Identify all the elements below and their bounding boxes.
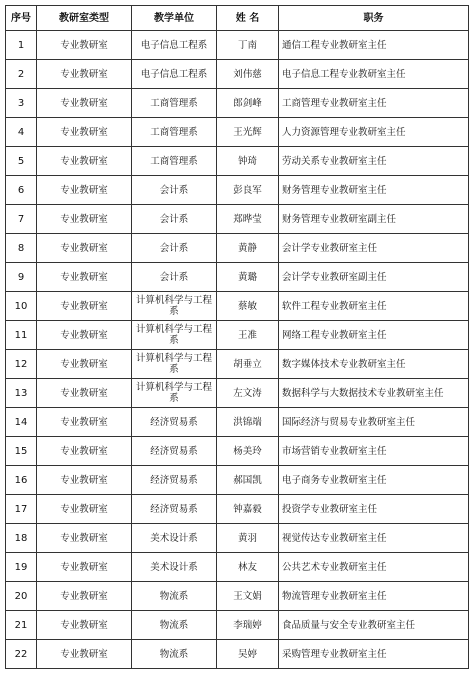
cell-title: 数据科学与大数据技术专业教研室主任 [279, 379, 469, 408]
cell-unit: 计算机科学与工程系 [132, 292, 217, 321]
table-header [6, 6, 469, 31]
cell-name: 黄静 [217, 234, 279, 263]
cell-no: 22 [6, 640, 37, 669]
table-row [6, 582, 469, 611]
cell-title: 投资学专业教研室主任 [279, 495, 469, 524]
cell-no: 21 [6, 611, 37, 640]
table-row [6, 553, 469, 582]
cell-unit: 工商管理系 [132, 89, 217, 118]
cell-title: 物流管理专业教研室主任 [279, 582, 469, 611]
cell-type: 专业教研室 [37, 118, 132, 147]
cell-name: 郝国凯 [217, 466, 279, 495]
staff-table [5, 5, 469, 669]
table-row [6, 263, 469, 292]
cell-type: 专业教研室 [37, 89, 132, 118]
cell-no: 4 [6, 118, 37, 147]
cell-name: 王光辉 [217, 118, 279, 147]
cell-no: 19 [6, 553, 37, 582]
cell-type: 专业教研室 [37, 31, 132, 60]
cell-name: 王文娟 [217, 582, 279, 611]
cell-unit: 会计系 [132, 205, 217, 234]
cell-no: 7 [6, 205, 37, 234]
cell-unit: 物流系 [132, 640, 217, 669]
cell-title: 会计学专业教研室主任 [279, 234, 469, 263]
cell-no: 20 [6, 582, 37, 611]
cell-type: 专业教研室 [37, 60, 132, 89]
header-unit: 教学单位 [132, 6, 217, 31]
cell-name: 吴婷 [217, 640, 279, 669]
cell-no: 13 [6, 379, 37, 408]
cell-title: 食品质量与安全专业教研室主任 [279, 611, 469, 640]
cell-title: 公共艺术专业教研室主任 [279, 553, 469, 582]
cell-no: 15 [6, 437, 37, 466]
table-row [6, 31, 469, 60]
cell-no: 11 [6, 321, 37, 350]
cell-name: 刘伟慈 [217, 60, 279, 89]
cell-unit: 会计系 [132, 263, 217, 292]
table-row [6, 292, 469, 321]
cell-no: 18 [6, 524, 37, 553]
cell-unit: 物流系 [132, 582, 217, 611]
header-name: 姓 名 [217, 6, 279, 31]
table-body [6, 31, 469, 669]
table-row [6, 321, 469, 350]
table-row [6, 640, 469, 669]
cell-type: 专业教研室 [37, 321, 132, 350]
cell-type: 专业教研室 [37, 147, 132, 176]
table-row [6, 350, 469, 379]
cell-type: 专业教研室 [37, 611, 132, 640]
cell-unit: 会计系 [132, 176, 217, 205]
table-row [6, 205, 469, 234]
cell-no: 3 [6, 89, 37, 118]
cell-title: 市场营销专业教研室主任 [279, 437, 469, 466]
cell-no: 8 [6, 234, 37, 263]
cell-name: 钟琦 [217, 147, 279, 176]
cell-type: 专业教研室 [37, 408, 132, 437]
cell-unit: 工商管理系 [132, 118, 217, 147]
cell-unit: 经济贸易系 [132, 437, 217, 466]
cell-type: 专业教研室 [37, 524, 132, 553]
cell-type: 专业教研室 [37, 292, 132, 321]
cell-no: 9 [6, 263, 37, 292]
cell-title: 通信工程专业教研室主任 [279, 31, 469, 60]
cell-unit: 经济贸易系 [132, 495, 217, 524]
cell-title: 软件工程专业教研室主任 [279, 292, 469, 321]
cell-name: 郑晔莹 [217, 205, 279, 234]
table-row [6, 89, 469, 118]
cell-title: 电子商务专业教研室主任 [279, 466, 469, 495]
table-row [6, 176, 469, 205]
cell-unit: 计算机科学与工程系 [132, 379, 217, 408]
cell-title: 财务管理专业教研室主任 [279, 176, 469, 205]
table-row [6, 495, 469, 524]
header-type: 教研室类型 [37, 6, 132, 31]
cell-title: 电子信息工程专业教研室主任 [279, 60, 469, 89]
cell-no: 5 [6, 147, 37, 176]
cell-type: 专业教研室 [37, 437, 132, 466]
table-row [6, 408, 469, 437]
cell-unit: 电子信息工程系 [132, 60, 217, 89]
cell-title: 国际经济与贸易专业教研室主任 [279, 408, 469, 437]
cell-no: 14 [6, 408, 37, 437]
cell-name: 林友 [217, 553, 279, 582]
cell-title: 劳动关系专业教研室主任 [279, 147, 469, 176]
cell-title: 工商管理专业教研室主任 [279, 89, 469, 118]
table-row [6, 118, 469, 147]
table-row [6, 437, 469, 466]
cell-type: 专业教研室 [37, 582, 132, 611]
table-row [6, 60, 469, 89]
table-row [6, 611, 469, 640]
header-title: 职务 [279, 6, 469, 31]
cell-name: 洪锦端 [217, 408, 279, 437]
cell-type: 专业教研室 [37, 176, 132, 205]
cell-type: 专业教研室 [37, 495, 132, 524]
header-no: 序号 [6, 6, 37, 31]
cell-type: 专业教研室 [37, 553, 132, 582]
cell-unit: 美术设计系 [132, 553, 217, 582]
cell-name: 彭良军 [217, 176, 279, 205]
cell-no: 12 [6, 350, 37, 379]
header-row [6, 6, 469, 31]
cell-title: 网络工程专业教研室主任 [279, 321, 469, 350]
cell-title: 财务管理专业教研室副主任 [279, 205, 469, 234]
cell-name: 黄璐 [217, 263, 279, 292]
cell-title: 采购管理专业教研室主任 [279, 640, 469, 669]
cell-unit: 经济贸易系 [132, 466, 217, 495]
cell-type: 专业教研室 [37, 640, 132, 669]
cell-title: 会计学专业教研室副主任 [279, 263, 469, 292]
cell-name: 蔡敏 [217, 292, 279, 321]
cell-title: 数字媒体技术专业教研室主任 [279, 350, 469, 379]
cell-name: 黄羽 [217, 524, 279, 553]
cell-type: 专业教研室 [37, 263, 132, 292]
cell-type: 专业教研室 [37, 466, 132, 495]
cell-name: 杨美玲 [217, 437, 279, 466]
table-row [6, 524, 469, 553]
cell-title: 视觉传达专业教研室主任 [279, 524, 469, 553]
cell-type: 专业教研室 [37, 234, 132, 263]
cell-unit: 美术设计系 [132, 524, 217, 553]
table-row [6, 234, 469, 263]
cell-no: 6 [6, 176, 37, 205]
cell-no: 2 [6, 60, 37, 89]
cell-no: 10 [6, 292, 37, 321]
cell-no: 1 [6, 31, 37, 60]
cell-name: 胡垂立 [217, 350, 279, 379]
cell-name: 王准 [217, 321, 279, 350]
cell-title: 人力资源管理专业教研室主任 [279, 118, 469, 147]
cell-unit: 会计系 [132, 234, 217, 263]
cell-unit: 计算机科学与工程系 [132, 321, 217, 350]
table-row [6, 466, 469, 495]
cell-type: 专业教研室 [37, 205, 132, 234]
cell-unit: 计算机科学与工程系 [132, 350, 217, 379]
cell-no: 16 [6, 466, 37, 495]
cell-type: 专业教研室 [37, 350, 132, 379]
cell-unit: 电子信息工程系 [132, 31, 217, 60]
cell-type: 专业教研室 [37, 379, 132, 408]
cell-no: 17 [6, 495, 37, 524]
cell-name: 李瑞婷 [217, 611, 279, 640]
table-row [6, 379, 469, 408]
cell-name: 左文涛 [217, 379, 279, 408]
cell-unit: 经济贸易系 [132, 408, 217, 437]
table-row [6, 147, 469, 176]
cell-name: 丁南 [217, 31, 279, 60]
cell-unit: 物流系 [132, 611, 217, 640]
cell-name: 郎剑峰 [217, 89, 279, 118]
cell-name: 钟嘉毅 [217, 495, 279, 524]
cell-unit: 工商管理系 [132, 147, 217, 176]
